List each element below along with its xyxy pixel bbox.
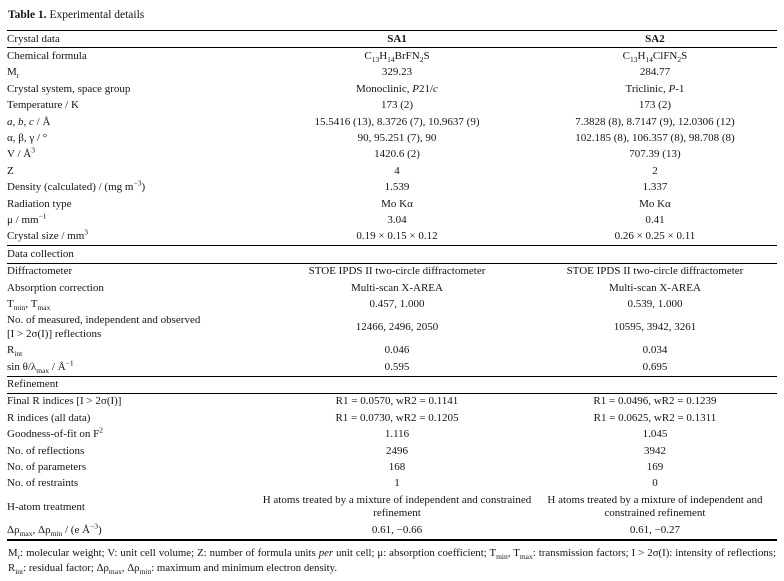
row-label: No. of reflections	[7, 444, 85, 457]
section-header-row	[7, 246, 777, 263]
table-row	[7, 410, 777, 426]
sa1-value: 2496	[385, 444, 408, 457]
sa1-value: Mo Kα	[381, 197, 413, 210]
sa2-value: R1 = 0.0625, wR2 = 0.1311	[593, 411, 717, 424]
row-label: R indices (all data)	[7, 411, 91, 424]
table-row	[7, 280, 777, 296]
sa2-value: 0.539, 1.000	[627, 298, 683, 310]
sa1-value: 329.23	[381, 66, 413, 79]
section-title: Refinement	[7, 376, 777, 393]
sa1-value: 173 (2)	[380, 99, 414, 112]
table-row	[7, 48, 777, 65]
table-row	[7, 522, 777, 539]
table-footnote: $M_r$: molecular weight; V: unit cell volume; Z: number of formula units per unit cell; μ: absorption coefficient; $T_{min}$, $T_{max}$: transmission factors; I > 2σ(I): intensity of reflections; $R_{int}$: residual factor; $\Delta\rho_{max}$, $\Delta\rho_{min}$: maximum and minimum electron density.	[8, 546, 776, 577]
table-row	[7, 130, 777, 146]
row-label: Z	[7, 164, 14, 177]
row-label: Chemical formula	[7, 49, 87, 62]
sa2-value: 0	[652, 477, 658, 490]
row-label: $T_{min}$, $T_{max}$	[7, 298, 51, 313]
sa1-value: Monoclinic, P21/c	[356, 82, 438, 95]
table-row	[7, 81, 777, 97]
row-label: No. of parameters	[7, 461, 87, 474]
row-label: Absorption correction	[7, 281, 104, 294]
table-row	[7, 359, 777, 376]
table-row	[7, 98, 777, 114]
sa1-value: 12466, 2496, 2050	[355, 321, 439, 334]
table-row	[7, 343, 777, 359]
table-row	[7, 114, 777, 130]
sa1-value: 3.04	[387, 213, 407, 226]
sa1-value: 15.5416 (13), 8.3726 (7), 10.9637 (9)	[314, 115, 480, 128]
row-label: α, β, γ / °	[7, 131, 48, 144]
table-row	[7, 443, 777, 459]
sa2-value: 10595, 3942, 3261	[613, 321, 697, 334]
sa1-value: 1	[394, 477, 400, 490]
table-caption-number: Table 1.	[8, 9, 47, 21]
sa2-value: 7.3828 (8), 8.7147 (9), 12.0306 (12)	[575, 115, 735, 128]
sa2-value: 102.185 (8), 106.357 (8), 98.708 (8)	[575, 131, 735, 144]
row-label: Temperature / K	[7, 99, 79, 112]
sa2-value: 0.034	[642, 344, 668, 357]
sa2-value: 169	[646, 461, 664, 474]
sa1-value: 1.539	[384, 181, 410, 194]
sa1-value: 4	[394, 164, 400, 177]
sa1-value: 1420.6 (2)	[374, 148, 420, 161]
table-caption-text: Experimental details	[46, 9, 145, 21]
table-row	[7, 460, 777, 476]
row-label: Radiation type	[7, 197, 72, 210]
sa2-value: 0.41	[645, 213, 665, 226]
table-body	[7, 31, 777, 540]
sa1-value: $C_{13}H_{14}BrFN_2S$	[364, 49, 430, 65]
sa2-value: Mo Kα	[639, 197, 671, 210]
table-row	[7, 492, 777, 522]
table-row	[7, 313, 777, 343]
table-row	[7, 163, 777, 179]
table-row	[7, 229, 777, 246]
section-header-row	[7, 376, 777, 393]
sa2-value: 3942	[643, 444, 666, 457]
sa2-value: 173 (2)	[638, 99, 671, 112]
sa2-value: STOE IPDS II two-circle diffractometer	[566, 265, 744, 278]
sa1-value: R1 = 0.0570, wR2 = 0.1141	[335, 395, 459, 408]
sa1-value: STOE IPDS II two-circle diffractometer	[308, 265, 486, 278]
row-label: $\Delta\rho_{max}$, $\Delta\rho_{min} / (e$ $Å^{-3}$)	[7, 522, 102, 538]
table-row	[7, 393, 777, 410]
sa2-value: 707.39 (13)	[629, 148, 681, 161]
sa1-value: H atoms treated by a mixture of independent and constrained refinement	[262, 493, 532, 520]
table-row	[7, 297, 777, 313]
row-label: No. of measured, independent and observed [I > 2σ(I)] reflections	[7, 314, 201, 340]
sa2-value: 2	[652, 164, 658, 177]
row-label: V / $Å^3$	[7, 146, 35, 161]
sa2-value: H atoms treated by a mixture of independent and constrained refinement	[547, 493, 763, 520]
sa1-value: 0.19 × 0.15 × 0.12	[356, 230, 438, 243]
sa1-value: Multi-scan X-AREA	[351, 281, 443, 294]
row-label: H-atom treatment	[7, 500, 85, 513]
sa1-value: 0.61, −0.66	[371, 523, 423, 536]
sa2-value: $C_{13}H_{14}ClFN_2S$	[622, 49, 688, 65]
sa1-value: 0.595	[384, 360, 410, 373]
sa2-value: 0.61, −0.27	[629, 523, 681, 536]
table-row	[7, 65, 777, 81]
table-caption	[8, 9, 777, 21]
section-title: Data collection	[7, 246, 777, 263]
row-label: Goodness-of-fit on $F^2$	[7, 426, 104, 441]
table-row	[7, 263, 777, 280]
section-title: Crystal data	[7, 31, 261, 48]
sa1-value: 0.046	[384, 344, 410, 357]
table-row	[7, 180, 777, 196]
sa1-value: 1.116	[384, 428, 410, 441]
row-label: Crystal size / $mm^3$	[7, 228, 89, 243]
experimental-details-table	[7, 30, 777, 541]
row-label: a, b, c / Å	[7, 115, 51, 128]
row-label: $\sin \theta/\lambda_{max}$ / $Å^{-1}$	[7, 359, 74, 375]
row-label: $R_{int}$	[7, 344, 23, 359]
row-label: Density (calculated) / (mg $m^{-3}$)	[7, 179, 146, 194]
sa2-value: 0.26 × 0.25 × 0.11	[614, 230, 696, 243]
sa2-value: Triclinic, P-1	[625, 82, 685, 95]
row-label: Final R indices [I > 2σ(I)]	[7, 395, 122, 408]
sa1-value: 168	[388, 461, 406, 474]
section-header-row	[7, 31, 777, 48]
sa2-value: 0.695	[642, 360, 668, 373]
row-label: Crystal system, space group	[7, 82, 131, 95]
table-row	[7, 476, 777, 492]
row-label: μ / $mm^{-1}$	[7, 212, 47, 226]
table-row	[7, 212, 777, 228]
table-row	[7, 147, 777, 163]
sa2-value: 284.77	[639, 66, 671, 79]
sa2-value: R1 = 0.0496, wR2 = 0.1239	[593, 395, 717, 408]
sa2-value: 1.337	[642, 181, 668, 194]
sa1-value: 0.457, 1.000	[369, 298, 425, 310]
sa1-value: 90, 95.251 (7), 90	[357, 131, 437, 144]
row-label: $M_r$	[7, 66, 20, 81]
table-row	[7, 427, 777, 443]
row-label: Diffractometer	[7, 265, 73, 278]
sa2-value: Multi-scan X-AREA	[608, 281, 701, 294]
column-header-sa2: SA2	[533, 31, 777, 48]
sa1-value: R1 = 0.0730, wR2 = 0.1205	[335, 411, 459, 424]
column-header-sa1: SA1	[261, 31, 533, 48]
table-row	[7, 196, 777, 212]
row-label: No. of restraints	[7, 477, 79, 490]
sa2-value: 1.045	[642, 428, 668, 441]
